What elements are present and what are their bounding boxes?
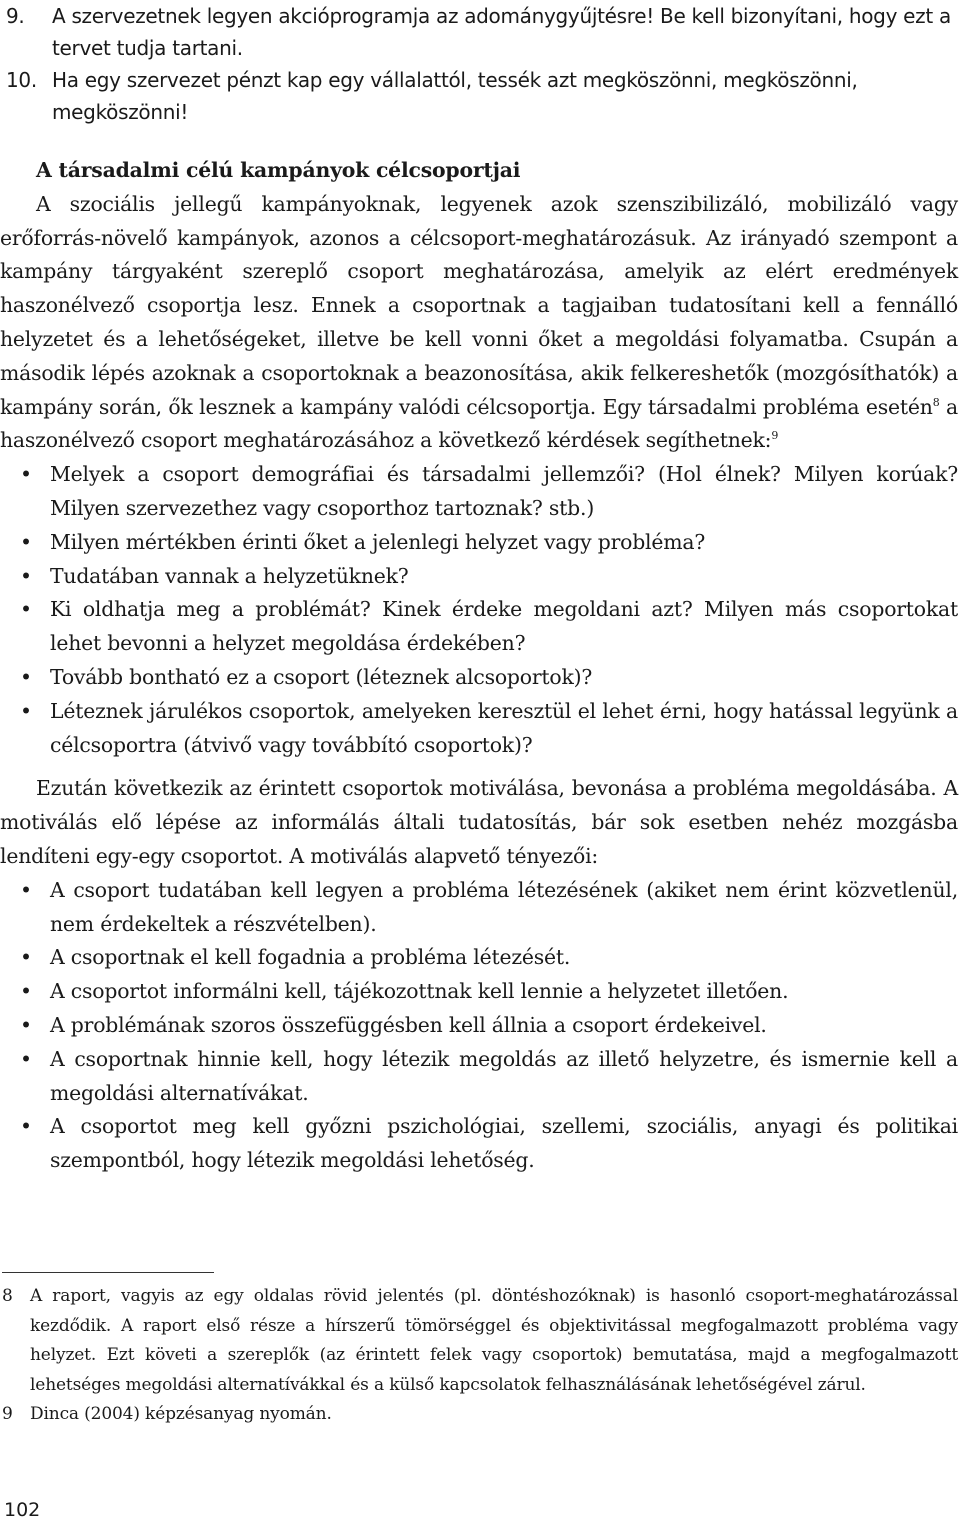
list-item: [0, 458, 958, 526]
list-item-text: A csoport tudatában kell legyen a probléma létezésének (akiket nem érint közvetlenül, nem érdekeltek a részvételben).: [50, 877, 958, 936]
list-item-text: Léteznek járulékos csoportok, amelyeken keresztül el lehet érni, hogy hatással legyünk a célcsoportra (átvivő vagy továbbító csoportok)?: [50, 698, 958, 757]
footnote: [0, 1282, 958, 1400]
list-item: [0, 661, 958, 695]
list-item: [0, 1009, 958, 1043]
list-item: [0, 560, 958, 594]
list-item-text: A csoportnak hinnie kell, hogy létezik megoldás az illető helyzetre, és ismernie kell a megoldási alternatívákat.: [50, 1046, 958, 1105]
page-number: 102: [4, 1499, 41, 1521]
bullet-icon: •: [20, 664, 32, 689]
bullet-icon: •: [20, 462, 32, 487]
footnote-divider: [2, 1272, 214, 1273]
list-item-number: 10.: [6, 68, 37, 92]
bullet-icon: •: [20, 945, 32, 970]
list-item-text: Melyek a csoport demográfiai és társadalmi jellemzői? (Hol élnek? Milyen korúak? Milyen szervezethez vagy csoporthoz tartoznak? stb.): [50, 462, 958, 520]
list-item-text: Tudatában vannak a helyzetüknek?: [50, 563, 409, 588]
list-item: [0, 1043, 958, 1111]
motivation-factor-list: [0, 874, 958, 1178]
list-item: [0, 526, 958, 560]
list-item: [0, 1110, 958, 1178]
bullet-icon: •: [20, 1012, 32, 1037]
list-item-text: A problémának szoros összefüggésben kell állnia a csoport érdekeivel.: [50, 1012, 767, 1037]
list-item-number: 9.: [6, 4, 25, 28]
footnote-text: A raport, vagyis az egy oldalas rövid jelentés (pl. döntéshozóknak) is hasonló csoport-meghatározással kezdődik. A raport első része a hírszerű tömörséggel és objektivitással megfogalmazott probléma vagy helyzet. Ezt követi a szereplők (az érintett felek vagy csoportok) bemutatása, majd a megfogalmazott lehetséges megoldási alternatívákkal és a külső kapcsolatok felhasználásának lehetőségével zárul.: [30, 1286, 958, 1395]
list-item-text: A csoportot informálni kell, tájékozottnak kell lennie a helyzetet illetően.: [50, 979, 789, 1004]
bullet-icon: •: [20, 597, 32, 622]
numbered-list-continuation: [0, 0, 960, 128]
bullet-icon: •: [20, 1114, 32, 1139]
footnotes: [0, 1282, 958, 1430]
footnote-number: 9: [2, 1404, 13, 1424]
body-paragraph: Ezután következik az érintett csoportok motiválása, bevonása a probléma megoldásába. A motiválás elő lépése az informálás általi tudatosítás, bár sok esetben nehéz mozgásba lendíteni egy-egy csoportot. A motiválás alapvető tényezői:: [0, 776, 958, 868]
bullet-icon: •: [20, 563, 32, 588]
bullet-icon: •: [20, 698, 32, 723]
list-item-text: A szervezetnek legyen akcióprogramja az adománygyűjtésre! Be kell bizonyítani, hogy ezt a tervet tudja tartani.: [52, 4, 951, 60]
list-item-text: Milyen mértékben érinti őket a jelenlegi helyzet vagy probléma?: [50, 529, 706, 554]
question-list: [0, 458, 958, 762]
footnote-text: Dinca (2004) képzésanyag nyomán.: [30, 1404, 332, 1424]
bullet-icon: •: [20, 979, 32, 1004]
list-item-text: Ha egy szervezet pénzt kap egy vállalattól, tessék azt megköszönni, megköszönni, megköszönni!: [52, 68, 858, 124]
footnote: [0, 1400, 958, 1430]
list-item: [0, 695, 958, 763]
paragraph-text: a haszonélvező csoport meghatározásához a következő kérdések segíthetnek:: [0, 394, 958, 453]
numbered-list-item: [0, 0, 960, 64]
list-item-text: Tovább bontható ez a csoport (léteznek alcsoportok)?: [50, 664, 593, 689]
list-item: [0, 593, 958, 661]
bullet-icon: •: [20, 529, 32, 554]
numbered-list-item: [0, 64, 960, 128]
list-item: [0, 941, 958, 975]
bullet-icon: •: [20, 877, 32, 902]
body-paragraph: [0, 188, 958, 458]
list-item-text: A csoportot meg kell győzni pszichológiai, szellemi, szociális, anyagi és politikai szempontból, hogy létezik megoldási lehetőség.: [50, 1114, 958, 1173]
footnote-reference[interactable]: 8: [932, 395, 940, 409]
section-heading: A társadalmi célú kampányok célcsoportjai: [36, 158, 521, 182]
footnote-reference[interactable]: 9: [771, 429, 779, 443]
list-item: [0, 874, 958, 942]
section-target-groups: [0, 154, 958, 1178]
list-item: [0, 975, 958, 1009]
footnote-number: 8: [2, 1286, 13, 1306]
list-item-text: Ki oldhatja meg a problémát? Kinek érdeke megoldani azt? Milyen más csoportokat lehet bevonni a helyzet megoldása érdekében?: [50, 597, 958, 656]
list-item-text: A csoportnak el kell fogadnia a probléma létezését.: [50, 945, 571, 970]
paragraph-text: A szociális jellegű kampányoknak, legyenek azok szenszibilizáló, mobilizáló vagy erőforrás-növelő kampányok, azonos a célcsoport-meghatározásuk. Az irányadó szempont a kampány tárgyaként szereplő csoport meghatározása, amelyik az elért eredmények haszonélvező csoportja lesz. Ennek a csoportnak a tagjaiban tudatosítani kell a fennálló helyzetet és a lehetőségeket, illetve be kell vonni őket a megoldási folyamatba. Csupán a második lépés azoknak a csoportoknak a beazonosítása, akik felkereshetők (mozgósíthatók) a kampány során, ők lesznek a kampány valódi célcsoportja. Egy társadalmi probléma esetén: [0, 191, 958, 419]
bullet-icon: •: [20, 1046, 32, 1071]
